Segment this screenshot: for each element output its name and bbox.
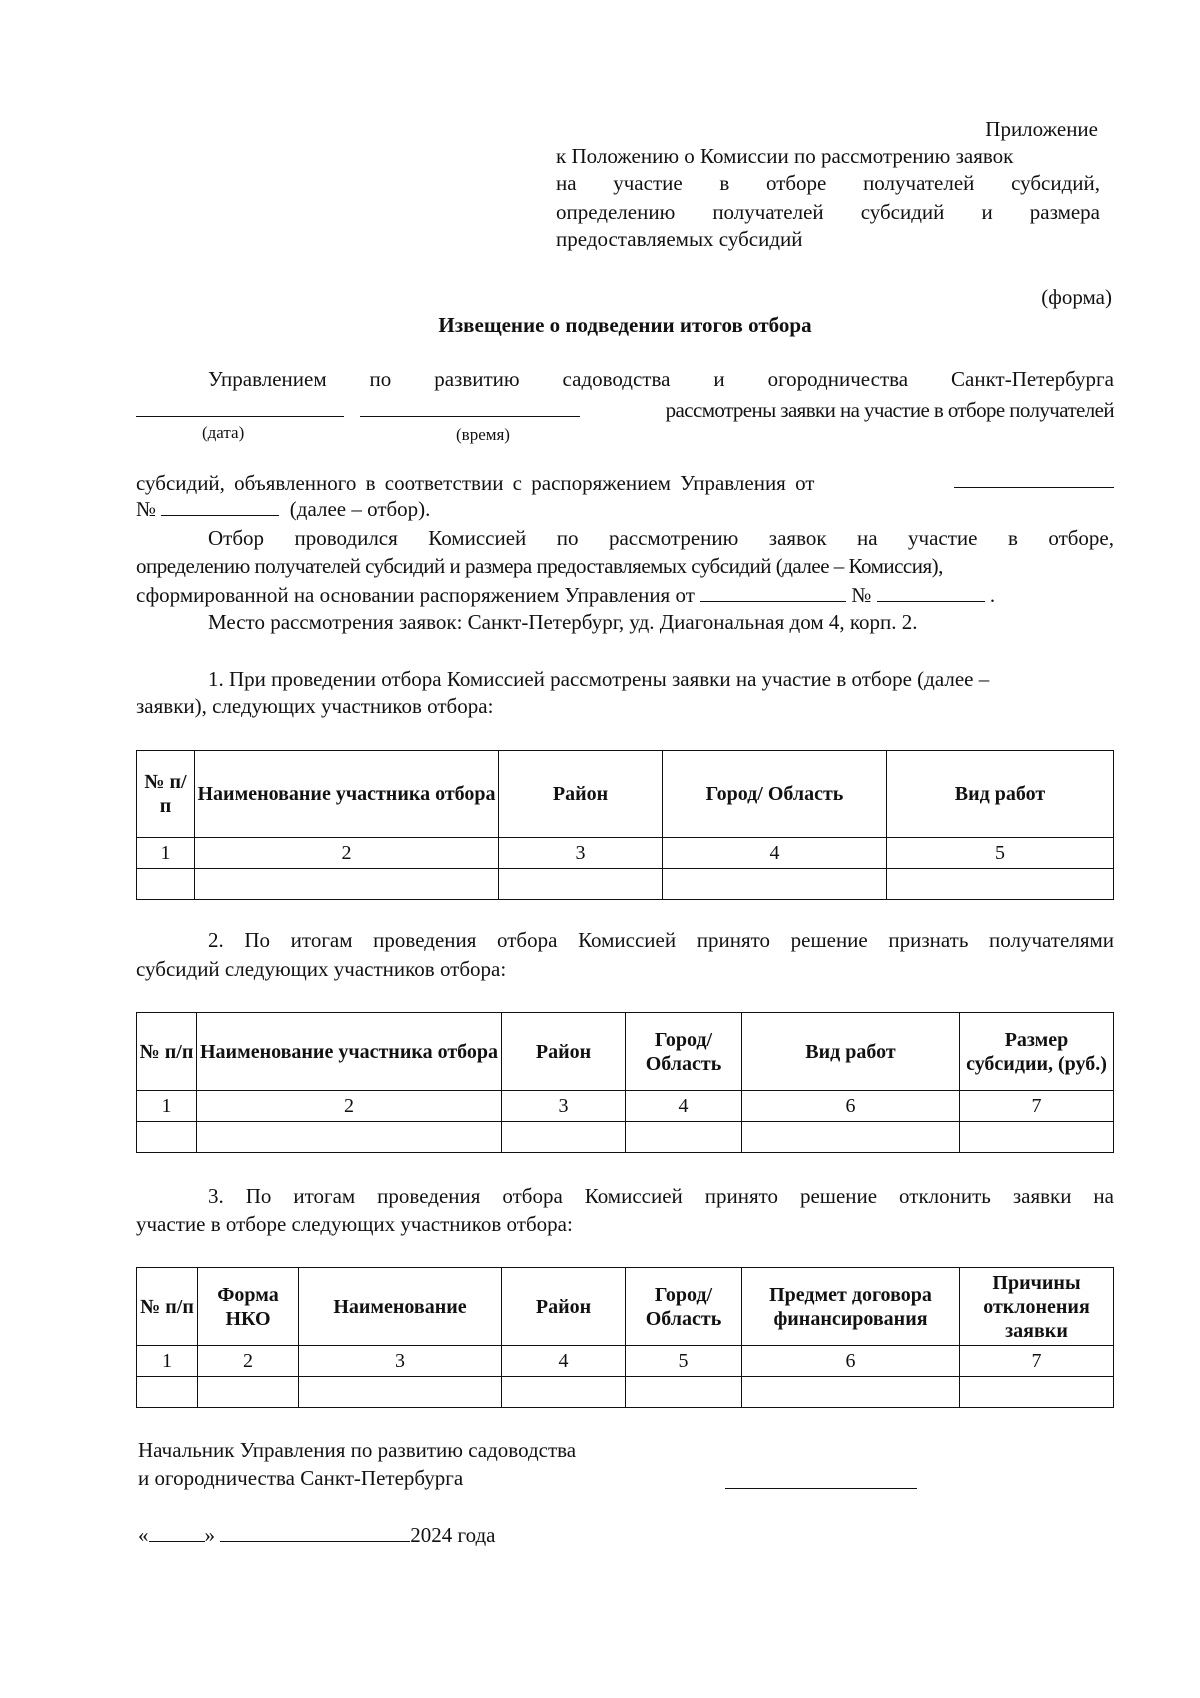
table-row-empty (137, 869, 1114, 900)
appendix-line: предоставляемых субсидий (556, 227, 803, 251)
section1-text: заявки), следующих участников отбора: (136, 694, 494, 718)
table-row-empty (137, 1377, 1114, 1408)
signature-title: Начальник Управления по развитию садоводства (138, 1438, 577, 1462)
year-text: 2024 года (410, 1523, 496, 1547)
time-label: (время) (456, 425, 510, 444)
participants-table (136, 750, 1114, 900)
month-blank (220, 1524, 410, 1542)
intro-line: субсидий, объявленного в соответствии с распоряжением Управления от (136, 471, 815, 495)
date-label: (дата) (202, 423, 245, 442)
section3-text: участие в отборе следующих участников отбора: (136, 1212, 573, 1236)
commission-line: сформированной на основании распоряжением Управления от (136, 583, 695, 607)
appendix-title: Приложение (985, 117, 1098, 141)
time-blank (360, 399, 580, 417)
intro-line: (далее – отбор). (289, 497, 431, 521)
commission-number-blank (877, 584, 985, 602)
day-blank (149, 1524, 205, 1542)
intro-line: рассмотрены заявки на участие в отборе получателей (665, 398, 1114, 422)
commission-line: Отбор проводился Комиссией по рассмотрению заявок на участие в отборе, (208, 526, 1114, 550)
header-cell: № п/п (137, 751, 195, 838)
date-blank (136, 399, 344, 417)
section1-text: 1. При проведении отбора Комиссией рассмотрены заявки на участие в отборе (далее – (208, 667, 990, 691)
section3-text: 3. По итогам проведения отбора Комиссией принято решение отклонить заявки на (208, 1184, 1114, 1208)
appendix-line: определению получателей субсидий и размера (556, 200, 1100, 224)
intro-line: Управлением по развитию садоводства и огородничества Санкт-Петербурга (208, 367, 1114, 391)
signature-line (725, 1488, 917, 1489)
table-row: 1 2 3 4 5 6 7 (137, 1346, 1114, 1377)
appendix-line: на участие в отборе получателей субсидий, (556, 171, 1100, 195)
header-cell: Наименование участника отбора (195, 751, 499, 838)
header-cell: Район (499, 751, 663, 838)
order-date-blank (954, 470, 1114, 488)
header-cell: Вид работ (887, 751, 1114, 838)
commission-line: определению получателей субсидий и размера предоставляемых субсидий (далее – Комиссия), (136, 554, 943, 578)
number-sign: № (851, 583, 872, 607)
appendix-line: к Положению о Комиссии по рассмотрению заявок (556, 144, 1014, 168)
section2-text: 2. По итогам проведения отбора Комиссией принято решение признать получателями (208, 928, 1114, 952)
document-title: Извещение о подведении итогов отбора (438, 313, 812, 337)
table-row: 1 2 3 4 6 7 (137, 1091, 1114, 1122)
signature-title: и огородничества Санкт-Петербурга (138, 1466, 464, 1490)
place-line: Место рассмотрения заявок: Санкт-Петербург, уд. Диагональная дом 4, корп. 2. (208, 610, 918, 634)
recipients-table: № п/п Наименование участника отбора Район Город/ Область Вид работ Размер субсидии, (руб.) 1 2 3 4 6 7 (136, 1012, 1114, 1153)
order-number-blank (161, 498, 279, 516)
number-sign: № (136, 497, 157, 521)
header-cell: Город/ Область (663, 751, 887, 838)
section2-text: субсидий следующих участников отбора: (136, 957, 507, 981)
form-label: (форма) (1041, 285, 1112, 309)
table-row-empty (137, 1122, 1114, 1153)
rejected-table: № п/п Форма НКО Наименование Район Город/ Область Предмет договора финансирования Причины отклонения заявки 1 2 3 4 5 6 7 (136, 1267, 1114, 1408)
table-row: 1 2 3 4 5 (137, 838, 1114, 869)
commission-date-blank (700, 584, 846, 602)
